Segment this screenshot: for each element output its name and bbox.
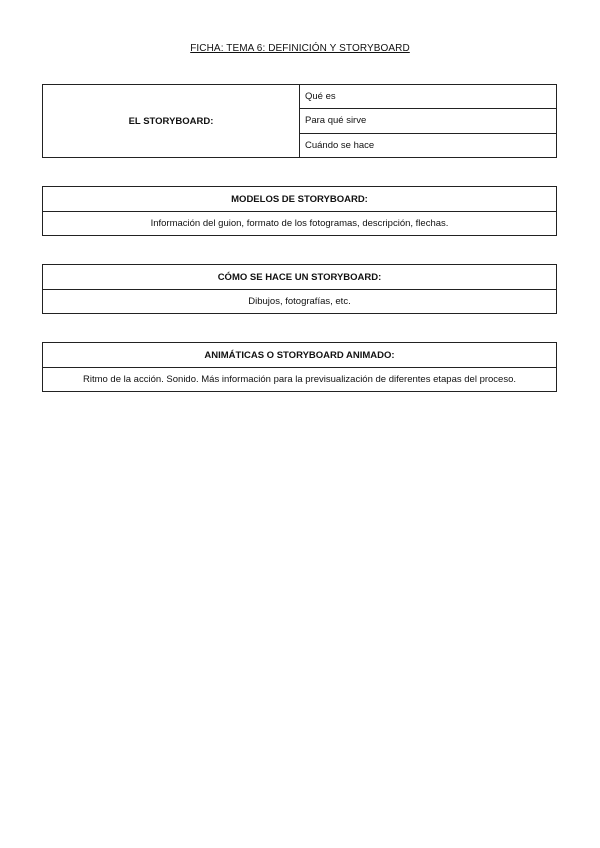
como-heading: CÓMO SE HACE UN STORYBOARD: — [43, 265, 557, 290]
animaticas-heading: ANIMÁTICAS O STORYBOARD ANIMADO: — [43, 343, 557, 368]
page-title: FICHA: TEMA 6: DEFINICIÓN Y STORYBOARD — [190, 43, 410, 54]
animaticas-body: Ritmo de la acción. Sonido. Más información para la previsualización de diferentes etapas del proceso. — [43, 368, 557, 392]
como-body: Dibujos, fotografías, etc. — [43, 290, 557, 314]
modelos-table — [42, 186, 557, 236]
modelos-heading: MODELOS DE STORYBOARD: — [43, 187, 557, 212]
como-table — [42, 264, 557, 314]
storyboard-item-cuando-se-hace: Cuándo se hace — [300, 133, 557, 157]
storyboard-table — [42, 84, 557, 158]
animaticas-table — [42, 342, 557, 392]
storyboard-item-que-es: Qué es — [300, 85, 557, 109]
storyboard-item-para-que-sirve: Para qué sirve — [300, 109, 557, 133]
storyboard-label: EL STORYBOARD: — [43, 85, 300, 158]
modelos-body: Información del guion, formato de los fotogramas, descripción, flechas. — [43, 212, 557, 236]
